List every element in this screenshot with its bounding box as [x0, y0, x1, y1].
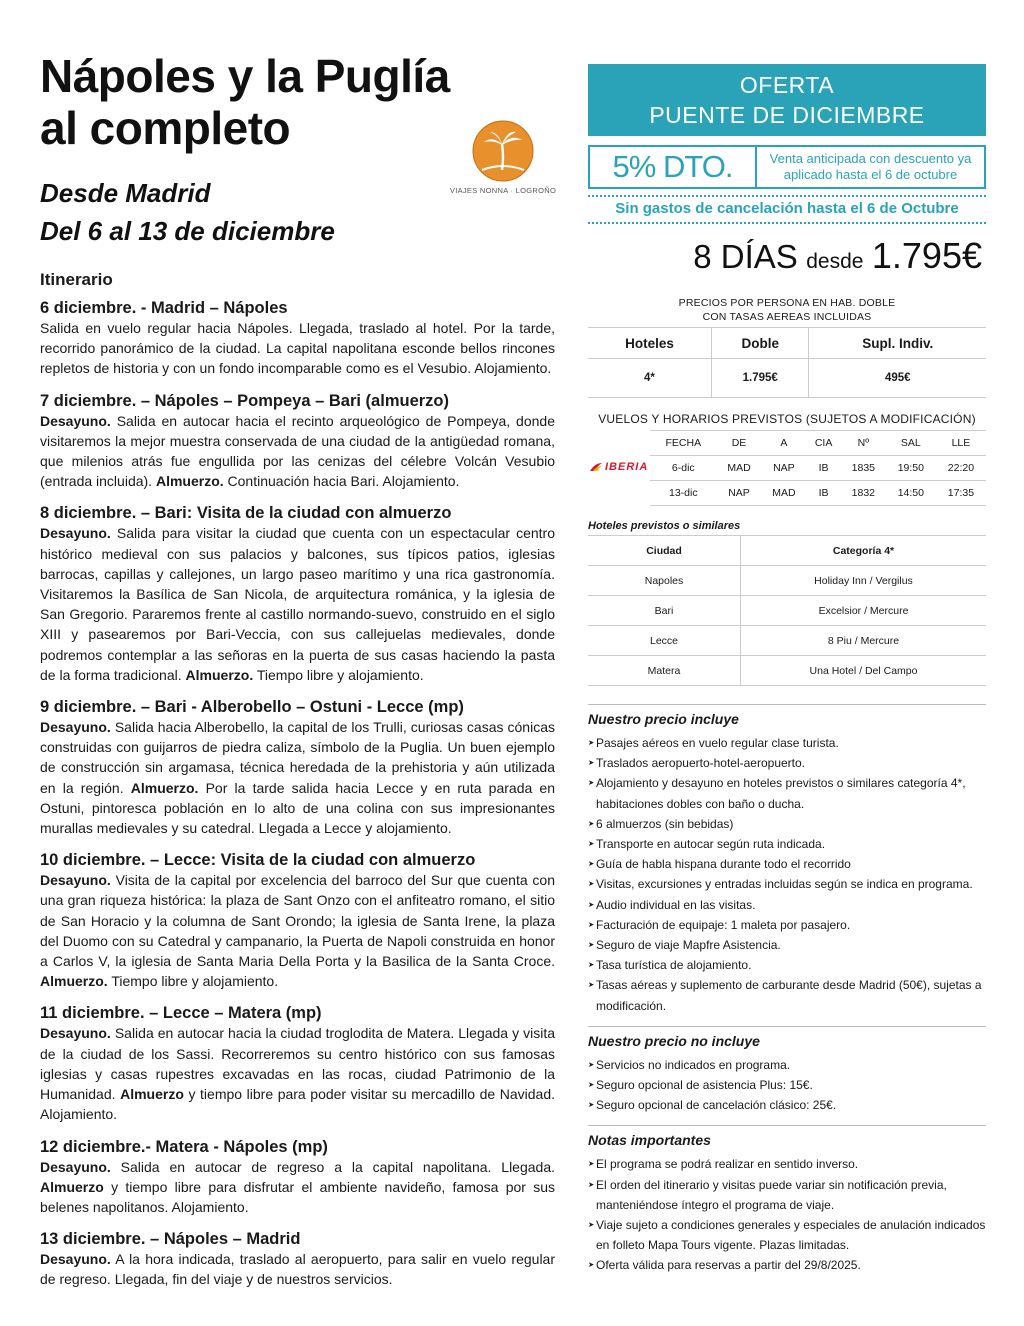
offer-label: OFERTA: [739, 72, 835, 98]
price-header-double: Doble: [711, 328, 809, 359]
flight-cell: 19:50: [886, 456, 936, 481]
day-meal: Almuerzo: [120, 1086, 184, 1103]
day-description: [40, 717, 555, 838]
list-item: ➤ El programa se podrá realizar en sentido inverso.: [588, 1154, 986, 1174]
trip-duration: 8 DÍAS: [693, 238, 798, 275]
offer-banner: [588, 64, 986, 136]
day-description: [40, 411, 555, 492]
day-meal: Desayuno.: [40, 525, 111, 542]
title-line-2: al completo: [40, 102, 291, 154]
list-item: ➤ Audio individual en las visitas.: [588, 895, 986, 915]
list-item: ➤ Visitas, excursiones y entradas incluidas según se indica en programa.: [588, 874, 986, 894]
flight-cell: 14:50: [886, 481, 936, 506]
day-meal: Desayuno.: [40, 1158, 111, 1175]
excludes-list: [588, 1055, 986, 1116]
day-text: Visita de la capital por excelencia del barroco del Sur que cuenta con una gran riqueza histórica: la plaza de Sant Onzo con el anfiteatro romano, el sitio de San Horacio y la columna de Sant Orondo; la iglesia de Santa Irene, la plaza del Duomo con su Catedral y campanario, la Puerta de Napoli construida en honor a Carlos V, la iglesia de Santa Maria Della Porta y la Basilica de la Santa Croce.: [40, 872, 555, 970]
flight-column-header: Nº: [841, 431, 886, 456]
list-item: ➤ Facturación de equipaje: 1 maleta por pasajero.: [588, 915, 986, 935]
airline-cell: [588, 456, 650, 481]
palm-logo-icon: [472, 120, 534, 182]
itinerary-day: [40, 697, 555, 838]
day-text: Salida en autocar de regreso a la capital napolitana. Llegada.: [110, 1158, 555, 1175]
flight-column-header: CIA: [806, 431, 841, 456]
day-title: 13 diciembre. – Nápoles – Madrid: [40, 1230, 301, 1249]
day-text: Salida en autocar hacia el recinto arqueológico de Pompeya, donde visitaremos la mejor muestra conservada de una ciudad de la antigüedad romana, que milenios atrás fue engullida por las cenizas del célebre Volcán Vesubio (entrada incluida).: [40, 412, 555, 490]
list-item: ➤ Pasajes aéreos en vuelo regular clase turista.: [588, 733, 986, 753]
flight-column-header: A: [761, 431, 806, 456]
day-meal: Almuerzo: [40, 1178, 104, 1195]
flight-column-header: DE: [717, 431, 762, 456]
hotel-name: Una Hotel / Del Campo: [741, 656, 987, 686]
airline-cell: [588, 481, 650, 506]
flight-cell: 22:20: [936, 456, 986, 481]
day-title: 7 diciembre. – Nápoles – Pompeya – Bari (almuerzo): [40, 391, 449, 410]
list-item: ➤ Alojamiento y desayuno en hoteles previstos o similares categoría 4*, habitaciones dobles con baño o ducha.: [588, 773, 986, 813]
flight-cell: 6-dic: [650, 456, 717, 481]
travel-dates: Del 6 al 13 de diciembre: [40, 216, 335, 246]
hotel-city: Bari: [588, 596, 741, 626]
hotel-column-header: Ciudad: [588, 536, 741, 566]
hotel-category: 4*: [588, 359, 711, 398]
double-price: 1.795€: [711, 359, 809, 398]
price-from-label: desde: [806, 250, 864, 273]
day-description: [40, 870, 555, 991]
table-header-row: [588, 536, 986, 566]
flight-cell: IB: [806, 456, 841, 481]
day-title: 10 diciembre. – Lecce: Visita de la ciudad con almuerzo: [40, 851, 476, 870]
list-item: ➤ Transporte en autocar según ruta indicada.: [588, 834, 986, 854]
itinerary-days: [40, 298, 555, 1290]
price-headline: [588, 236, 986, 284]
day-text: y tiempo libre para disfrutar el ambiente navideño, famosa por sus belenes napolitanos. Alojamiento.: [40, 1178, 555, 1215]
day-description: [40, 523, 555, 685]
day-title: 9 diciembre. – Bari - Alberobello – Ostuni - Lecce (mp): [40, 698, 464, 717]
includes-list: [588, 733, 986, 1016]
flight-column-header: FECHA: [650, 431, 717, 456]
day-text: Salida en vuelo regular hacia Nápoles. Llegada, traslado al hotel. Por la tarde, recorrido panorámico de la ciudad. La capital napolitana esconde bellos rincones repletos de historia y con un fondo incomparable como es el Vesubio. Alojamiento.: [40, 320, 555, 377]
day-text: Salida hacia Alberobello, la capital de los Trulli, curiosas casas cónicas construidas con guijarros de piedra caliza, símbolo de la Puglia. Un buen ejemplo de construcción sin argamasa, técnica heredada de la prehistoria y aún utilizada en la región.: [40, 719, 555, 796]
list-item: ➤ Seguro opcional de cancelación clásico: 25€.: [588, 1095, 986, 1115]
day-description: [40, 1023, 555, 1124]
day-meal: Almuerzo.: [185, 666, 254, 683]
table-row: [588, 596, 986, 626]
day-text: Tiempo libre y alojamiento.: [253, 666, 424, 683]
iberia-wing-icon: [589, 462, 603, 472]
hotel-name: Excelsior / Mercure: [741, 596, 987, 626]
day-meal: Almuerzo.: [130, 779, 199, 796]
list-item: ➤ 6 almuerzos (sin bebidas): [588, 814, 986, 834]
price-table: [588, 327, 986, 398]
flight-cell: 13-dic: [650, 481, 717, 506]
table-row: [588, 656, 986, 686]
day-title: 12 diciembre.- Matera - Nápoles (mp): [40, 1137, 328, 1156]
flight-cell: 17:35: [936, 481, 986, 506]
day-meal: Desayuno.: [40, 1251, 111, 1268]
hotel-city: Matera: [588, 656, 741, 686]
list-item: ➤ Viaje sujeto a condiciones generales y especiales de anulación indicados en folleto Mapa Tours vigente. Plazas limitadas.: [588, 1215, 986, 1255]
day-text: Salida para visitar la ciudad que cuenta con un espectacular centro histórico medieval con sus palacios y balcones, sus típicos patios, iglesias barrocas, capillas y callejones, un largo paseo marítimo y una rica gastronomía. Visitaremos la Basílica de San Nicola, de arquitectura románica, y la iglesia de San Gregorio. Pararemos frente al castillo normando-suevo, construido en el siglo XIII y pasearemos por Bari-Veccia, con sus callejuelas medievales, donde podremos contemplar a las señoras en la puerta de sus casas haciendo la pasta de la forma tradicional.: [40, 525, 555, 683]
flight-cell: MAD: [761, 481, 806, 506]
itinerary-day: [40, 1003, 555, 1124]
flight-cell: NAP: [717, 481, 762, 506]
notes-heading: Notas importantes: [588, 1125, 986, 1150]
day-title: 11 diciembre. – Lecce – Matera (mp): [40, 1004, 322, 1023]
list-item: ➤ Servicios no indicados en programa.: [588, 1055, 986, 1075]
list-item: ➤ Seguro de viaje Mapfre Asistencia.: [588, 935, 986, 955]
discount-description: Venta anticipada con descuento ya aplicado hasta el 6 de octubre: [769, 151, 972, 182]
includes-heading: Nuestro precio incluye: [588, 704, 986, 729]
iberia-logo: [589, 461, 648, 473]
list-item: ➤ Oferta válida para reservas a partir del 29/8/2025.: [588, 1255, 986, 1275]
itinerary-heading: Itinerario: [40, 270, 113, 289]
itinerary-day: [40, 391, 555, 492]
itinerary-column: [40, 50, 555, 1302]
list-item: ➤ El orden del itinerario y visitas puede variar sin notificación previa, manteniéndose íntegro el programa de viaje.: [588, 1175, 986, 1215]
logo-caption: VIAJES NONNA · LOGROÑO: [449, 186, 557, 195]
day-description: [40, 1249, 555, 1289]
day-meal: Desayuno.: [40, 1025, 111, 1042]
itinerary-day: [40, 1229, 555, 1289]
day-text: Continuación hacia Bari. Alojamiento.: [223, 473, 460, 490]
day-text: y tiempo libre para poder visitar su mercadillo de Navidad. Alojamiento.: [40, 1086, 555, 1123]
discount-box: [588, 145, 986, 189]
departure-city: Desde Madrid: [40, 178, 211, 208]
day-text: Por la tarde salida hacia Lecce y en ruta parada en Ostuni, pintoresca población en lo alto de una colina con sus impresionantes murallas medievales y su catedral. Llegada a Lecce y alojamiento.: [40, 779, 555, 837]
day-title: 8 diciembre. – Bari: Visita de la ciudad con almuerzo: [40, 504, 452, 523]
single-supplement: 495€: [809, 359, 986, 398]
flight-column-header: SAL: [886, 431, 936, 456]
flight-cell: 1832: [841, 481, 886, 506]
list-item: ➤ Tasas aéreas y suplemento de carburante desde Madrid (50€), sujetas a modificación.: [588, 975, 986, 1015]
day-description: [40, 318, 555, 379]
flights-heading: VUELOS Y HORARIOS PREVISTOS (SUJETOS A MODIFICACIÓN): [598, 412, 976, 426]
table-row: [588, 481, 986, 506]
hotel-city: Lecce: [588, 626, 741, 656]
itinerary-day: [40, 503, 555, 685]
flight-column-header: LLE: [936, 431, 986, 456]
price-header-hotels: Hoteles: [588, 328, 711, 359]
day-description: [40, 1157, 555, 1218]
list-item: ➤ Tasa turística de alojamiento.: [588, 955, 986, 975]
excludes-heading: Nuestro precio no incluye: [588, 1026, 986, 1051]
day-meal: Desayuno.: [40, 412, 111, 429]
flight-cell: 1835: [841, 456, 886, 481]
discount-value: 5% DTO.: [590, 147, 757, 187]
airline-name: IBERIA: [605, 461, 649, 473]
hotel-name: Holiday Inn / Vergilus: [741, 566, 987, 596]
day-text: Tiempo libre y alojamiento.: [107, 973, 279, 990]
list-item: ➤ Traslados aeropuerto-hotel-aeropuerto.: [588, 753, 986, 773]
title-line-1: Nápoles y la Puglía: [40, 50, 450, 102]
table-row: [588, 626, 986, 656]
hotel-name: 8 Piu / Mercure: [741, 626, 987, 656]
day-meal: Almuerzo.: [155, 473, 224, 490]
day-meal: Desayuno.: [40, 872, 111, 889]
table-row: [588, 566, 986, 596]
offer-column: [588, 64, 986, 1276]
day-text: Salida en autocar hacia la ciudad troglodita de Matera. Llegada y visita de la ciudad de los Sassi. Recorreremos su centro histórico con sus famosas iglesias y casas rupestres excavadas en las rocas, ciudad Patrimonio de la Humanidad.: [40, 1025, 555, 1103]
agency-logo: [448, 120, 558, 195]
dotted-divider: [588, 222, 986, 224]
no-cancellation-notice: Sin gastos de cancelación hasta el 6 de Octubre: [615, 200, 959, 217]
day-title: 6 diciembre. - Madrid – Nápoles: [40, 299, 288, 317]
table-row: [588, 456, 986, 481]
table-row: [588, 359, 986, 398]
notes-list: [588, 1154, 986, 1275]
list-item: ➤ Guía de habla hispana durante todo el recorrido: [588, 854, 986, 874]
flights-table: [588, 430, 986, 506]
day-text: A la hora indicada, traslado al aeropuerto, para salir en vuelo regular de regreso. Llegada, fin del viaje y de nuestros servicios.: [40, 1251, 555, 1288]
price-amount: 1.795€: [871, 235, 982, 276]
day-meal: Almuerzo.: [40, 973, 108, 990]
hotels-table: [588, 535, 986, 686]
list-item: ➤ Seguro opcional de asistencia Plus: 15€.: [588, 1075, 986, 1095]
hotels-heading: Hoteles previstos o similares: [588, 520, 741, 532]
offer-subtitle: PUENTE DE DICIEMBRE: [649, 102, 925, 128]
price-note: [588, 296, 986, 324]
itinerary-day: [40, 850, 555, 991]
itinerary-day: [40, 298, 555, 379]
price-note-line-1: PRECIOS POR PERSONA EN HAB. DOBLE: [678, 297, 896, 309]
flight-cell: MAD: [717, 456, 762, 481]
price-note-line-2: CON TASAS AEREAS INCLUIDAS: [702, 311, 872, 323]
dotted-divider: [588, 195, 986, 197]
hotel-column-header: Categoría 4*: [741, 536, 987, 566]
airline-header-cell: [588, 431, 650, 456]
flight-cell: IB: [806, 481, 841, 506]
hotel-city: Napoles: [588, 566, 741, 596]
itinerary-day: [40, 1137, 555, 1218]
price-header-single: Supl. Indiv.: [809, 328, 986, 359]
flight-cell: NAP: [761, 456, 806, 481]
day-meal: Desayuno.: [40, 719, 111, 736]
